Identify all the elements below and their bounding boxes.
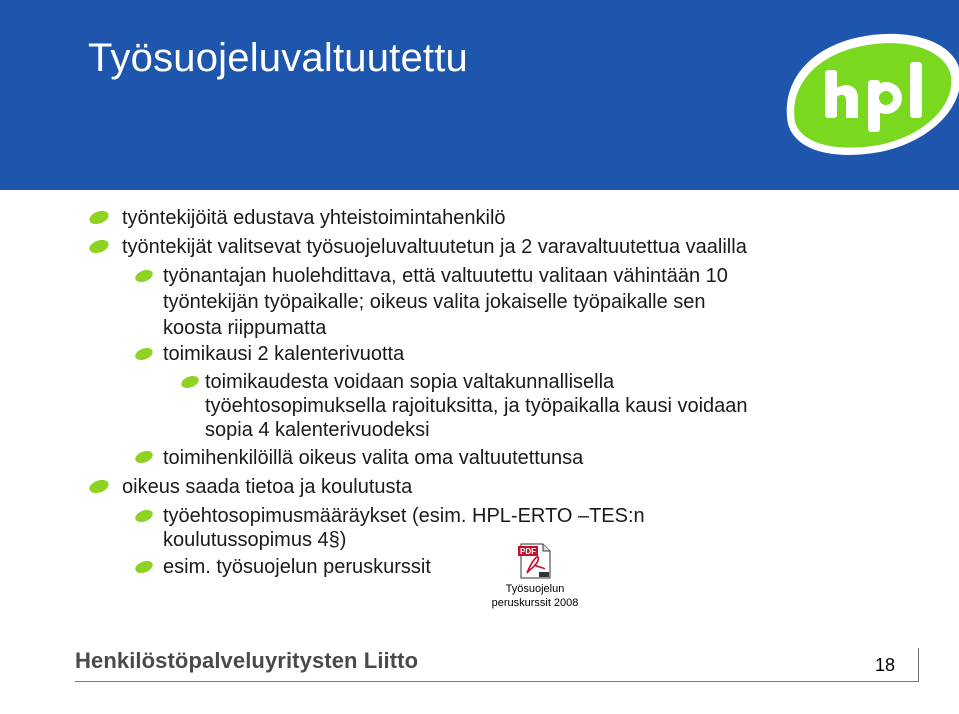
list-item-line: koosta riippumatta bbox=[163, 317, 327, 339]
attachment-label[interactable] bbox=[480, 582, 590, 610]
list-item: esim. työsuojelun peruskurssit bbox=[163, 556, 431, 578]
bullet-icon bbox=[88, 211, 110, 224]
list-item: oikeus saada tietoa ja koulutusta bbox=[122, 476, 413, 498]
bullet-icon bbox=[134, 510, 154, 522]
bullet-icon bbox=[134, 348, 154, 360]
bullet-icon bbox=[134, 451, 154, 463]
list-item: toimihenkilöillä oikeus valita oma valtuutettunsa bbox=[163, 447, 584, 469]
footer-divider bbox=[75, 681, 918, 682]
bullet-icon bbox=[88, 240, 110, 253]
attachment-label-line: Työsuojelun bbox=[505, 583, 565, 595]
bullet-icon bbox=[134, 270, 154, 282]
bullet-icon bbox=[88, 480, 110, 493]
bullet-icon bbox=[180, 376, 200, 388]
list-item: toimikausi 2 kalenterivuotta bbox=[163, 343, 405, 365]
slide-title: Työsuojeluvaltuutettu bbox=[88, 36, 469, 80]
list-item: työntekijät valitsevat työsuojeluvaltuutetun ja 2 varavaltuutettua vaalilla bbox=[122, 236, 747, 258]
list-item-line: työntekijän työpaikalle; oikeus valita jokaiselle työpaikalle sen bbox=[163, 291, 706, 313]
list-item-line: toimikaudesta voidaan sopia valtakunnallisella bbox=[205, 371, 615, 393]
list-item-line: sopia 4 kalenterivuodeksi bbox=[205, 419, 430, 441]
list-item: työntekijöitä edustava yhteistoimintahenkilö bbox=[122, 207, 506, 229]
pdf-badge: PDF bbox=[520, 547, 536, 556]
page-number: 18 bbox=[875, 655, 896, 675]
bullet-icon bbox=[134, 561, 154, 573]
footer-organization: Henkilöstöpalveluyritysten Liitto bbox=[75, 648, 419, 673]
list-item-line: työehtosopimusmääräykset (esim. HPL-ERTO –TES:n bbox=[163, 505, 645, 527]
list-item-line: koulutussopimus 4§) bbox=[163, 529, 347, 551]
pdf-file-icon[interactable] bbox=[517, 543, 553, 579]
attachment-label-line: peruskurssit 2008 bbox=[491, 597, 579, 609]
list-item-line: työnantajan huolehdittava, että valtuutettu valitaan vähintään 10 bbox=[163, 265, 728, 287]
list-item-line: työehtosopimuksella rajoituksitta, ja työpaikalla kausi voidaan bbox=[205, 395, 748, 417]
footer-divider-vertical bbox=[918, 648, 919, 682]
